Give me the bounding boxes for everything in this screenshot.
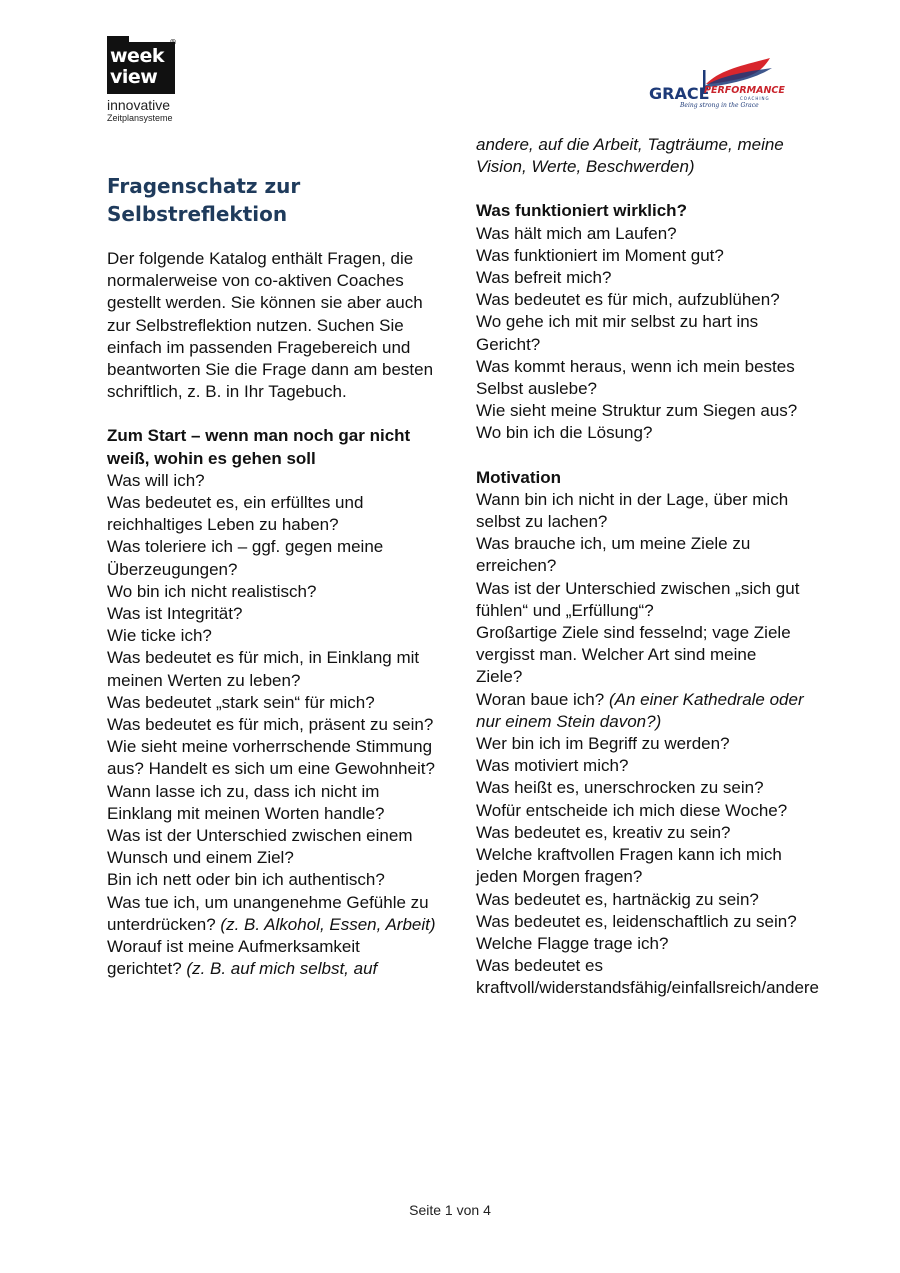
question: Was hält mich am Laufen?	[476, 223, 677, 243]
question: Was bedeutet es, kreativ zu sein?	[476, 822, 731, 842]
question-note: (An einer Kathedrale oder nur einem Stein davon?)	[476, 689, 804, 731]
page-footer: Seite 1 von 4	[409, 1202, 491, 1218]
question: Großartige Ziele sind fesselnd; vage Ziele vergisst man. Welcher Art sind meine Ziele?	[476, 623, 791, 687]
logo-notch	[107, 36, 129, 44]
logo-word-view: view	[110, 66, 158, 88]
question-note-continued: andere, auf die Arbeit, Tagträume, meine Vision, Werte, Beschwerden)	[476, 135, 784, 177]
question: Wofür entscheide ich mich diese Woche?	[476, 800, 788, 820]
question: Was ist der Unterschied zwischen „sich gut fühlen“ und „Erfüllung“?	[476, 578, 800, 620]
question-text: Worauf ist meine Aufmerksamkeit gerichtet?	[107, 937, 360, 979]
logo-sub-innovative: innovative	[107, 97, 171, 113]
question-text: Woran baue ich?	[476, 689, 605, 709]
question: Welche Flagge trage ich?	[476, 933, 669, 953]
question-build	[476, 689, 806, 733]
question: Bin ich nett oder bin ich authentisch?	[107, 870, 385, 890]
right-column	[476, 134, 820, 1000]
question-note: (z. B. Alkohol, Essen, Arbeit)	[220, 914, 436, 934]
grace-performance-logo	[648, 54, 798, 110]
left-column	[107, 172, 437, 981]
question: Was befreit mich?	[476, 268, 612, 288]
question: Wo gehe ich mit mir selbst zu hart ins Gericht?	[476, 312, 759, 354]
intro-paragraph: Der folgende Katalog enthält Fragen, die normalerweise von co-aktiven Coaches gestellt werden. Sie können sie aber auch zur Selbstreflektion nutzen. Suchen Sie einfach im passenden Fragebereich und beantworten Sie die Frage dann am besten schriftlich, z. B. in Ihr Tagebuch.	[107, 249, 434, 402]
question-note: (z. B. auf mich selbst, auf	[186, 959, 378, 979]
question: Wo bin ich die Lösung?	[476, 423, 653, 443]
question: Was bedeutet „stark sein“ für mich?	[107, 692, 375, 712]
motivation-question-list	[476, 489, 820, 1000]
logo-brand-grace: GRACE	[649, 84, 710, 103]
question: Wie ticke ich?	[107, 626, 212, 646]
section-heading-motivation: Motivation	[476, 467, 561, 487]
question: Wie sieht meine Struktur zum Siegen aus?	[476, 401, 798, 421]
section-heading-works: Was funktioniert wirklich?	[476, 201, 687, 221]
page-title: Fragenschatz zur Selbstreflektion	[107, 174, 301, 226]
logo-word-week: week	[110, 45, 164, 67]
spacer	[476, 445, 806, 467]
question: Was funktioniert im Moment gut?	[476, 245, 724, 265]
question: Was bedeutet es für mich, aufzublühen?	[476, 290, 780, 310]
weekview-logo	[107, 38, 197, 123]
question: Wo bin ich nicht realistisch?	[107, 581, 317, 601]
question: Was bedeutet es kraftvoll/widerstandsfähig/einfallsreich/andere	[476, 956, 820, 998]
question: Was ist Integrität?	[107, 604, 243, 624]
weekview-logo-mark	[107, 38, 177, 94]
question-suppress	[107, 892, 437, 936]
question: Was brauche ich, um meine Ziele zu erreichen?	[476, 534, 751, 576]
question: Wann bin ich nicht in der Lage, über mich selbst zu lachen?	[476, 489, 789, 532]
question: Was heißt es, unerschrocken zu sein?	[476, 778, 764, 798]
question-text: Was tue ich, um unangenehme Gefühle zu unterdrücken?	[107, 892, 429, 934]
logo-tagline: Being strong in the Grace	[680, 102, 759, 109]
question: Was bedeutet es für mich, in Einklang mit meinen Werten zu leben?	[107, 648, 420, 690]
question: Was bedeutet es für mich, präsent zu sein?	[107, 715, 434, 735]
question: Was will ich?	[107, 470, 205, 490]
question: Was bedeutet es, leidenschaftlich zu sein?	[476, 911, 797, 931]
question: Was toleriere ich – ggf. gegen meine Überzeugungen?	[107, 537, 384, 579]
question: Was bedeutet es, hartnäckig zu sein?	[476, 889, 759, 909]
logo-brand-coaching: COACHING	[740, 96, 770, 101]
logo-sub-zeitplansysteme: Zeitplansysteme	[107, 113, 173, 123]
works-question-list	[476, 223, 806, 445]
registered-mark: ®	[169, 38, 177, 47]
logo-brand-performance: PERFORMANCE	[704, 85, 785, 96]
question: Wer bin ich im Begriff zu werden?	[476, 734, 730, 754]
question: Wie sieht meine vorherrschende Stimmung aus? Handelt es sich um eine Gewohnheit?	[107, 737, 435, 779]
question: Welche kraftvollen Fragen kann ich mich jeden Morgen fragen?	[476, 845, 782, 887]
question-attention	[107, 936, 437, 980]
spacer	[476, 178, 806, 200]
section-heading-start: Zum Start – wenn man noch gar nicht weiß, wohin es gehen soll	[107, 426, 411, 468]
question: Was ist der Unterschied zwischen einem Wunsch und einem Ziel?	[107, 826, 413, 868]
question: Was motiviert mich?	[476, 756, 629, 776]
start-question-list	[107, 470, 437, 981]
question: Was kommt heraus, wenn ich mein bestes Selbst auslebe?	[476, 356, 795, 399]
question: Wann lasse ich zu, dass ich nicht im Einklang mit meinen Worten handle?	[107, 781, 385, 823]
question: Was bedeutet es, ein erfülltes und reichhaltiges Leben zu haben?	[107, 493, 364, 535]
